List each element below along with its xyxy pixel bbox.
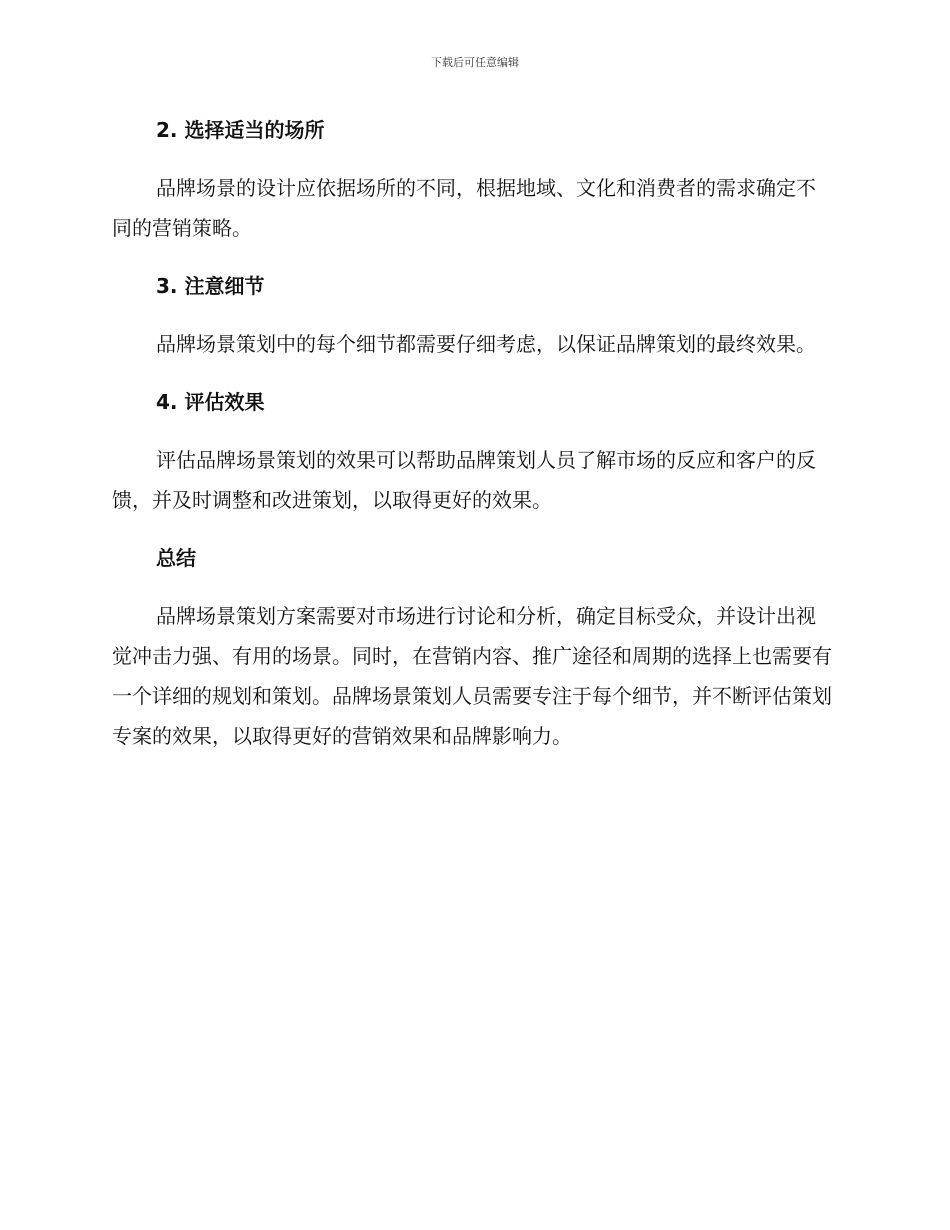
section-paragraph-details: 品牌场景策划中的每个细节都需要仔细考虑，以保证品牌策划的最终效果。 [156, 332, 816, 356]
section-heading-venue: 2. 选择适当的场所 [156, 118, 325, 142]
document-body [112, 110, 832, 756]
section-paragraph-evaluation: 评估品牌场景策划的效果可以帮助品牌策划人员了解市场的反应和客户的反馈，并及时调整和改进策划，以取得更好的效果。 [112, 448, 816, 512]
section-heading-summary: 总结 [156, 546, 196, 570]
header-note: 下载后可任意编辑 [431, 56, 519, 69]
section-heading-details: 3. 注意细节 [156, 274, 265, 298]
section-paragraph-summary: 品牌场景策划方案需要对市场进行讨论和分析，确定目标受众，并设计出视觉冲击力强、有用的场景。同时，在营销内容、推广途径和周期的选择上也需要有一个详细的规划和策划。品牌场景策划人员需要专注于每个细节，并不断评估策划专案的效果，以取得更好的营销效果和品牌影响力。 [112, 604, 832, 748]
section-heading-evaluation: 4. 评估效果 [156, 390, 265, 414]
section-paragraph-venue: 品牌场景的设计应依据场所的不同，根据地域、文化和消费者的需求确定不同的营销策略。 [112, 176, 816, 240]
